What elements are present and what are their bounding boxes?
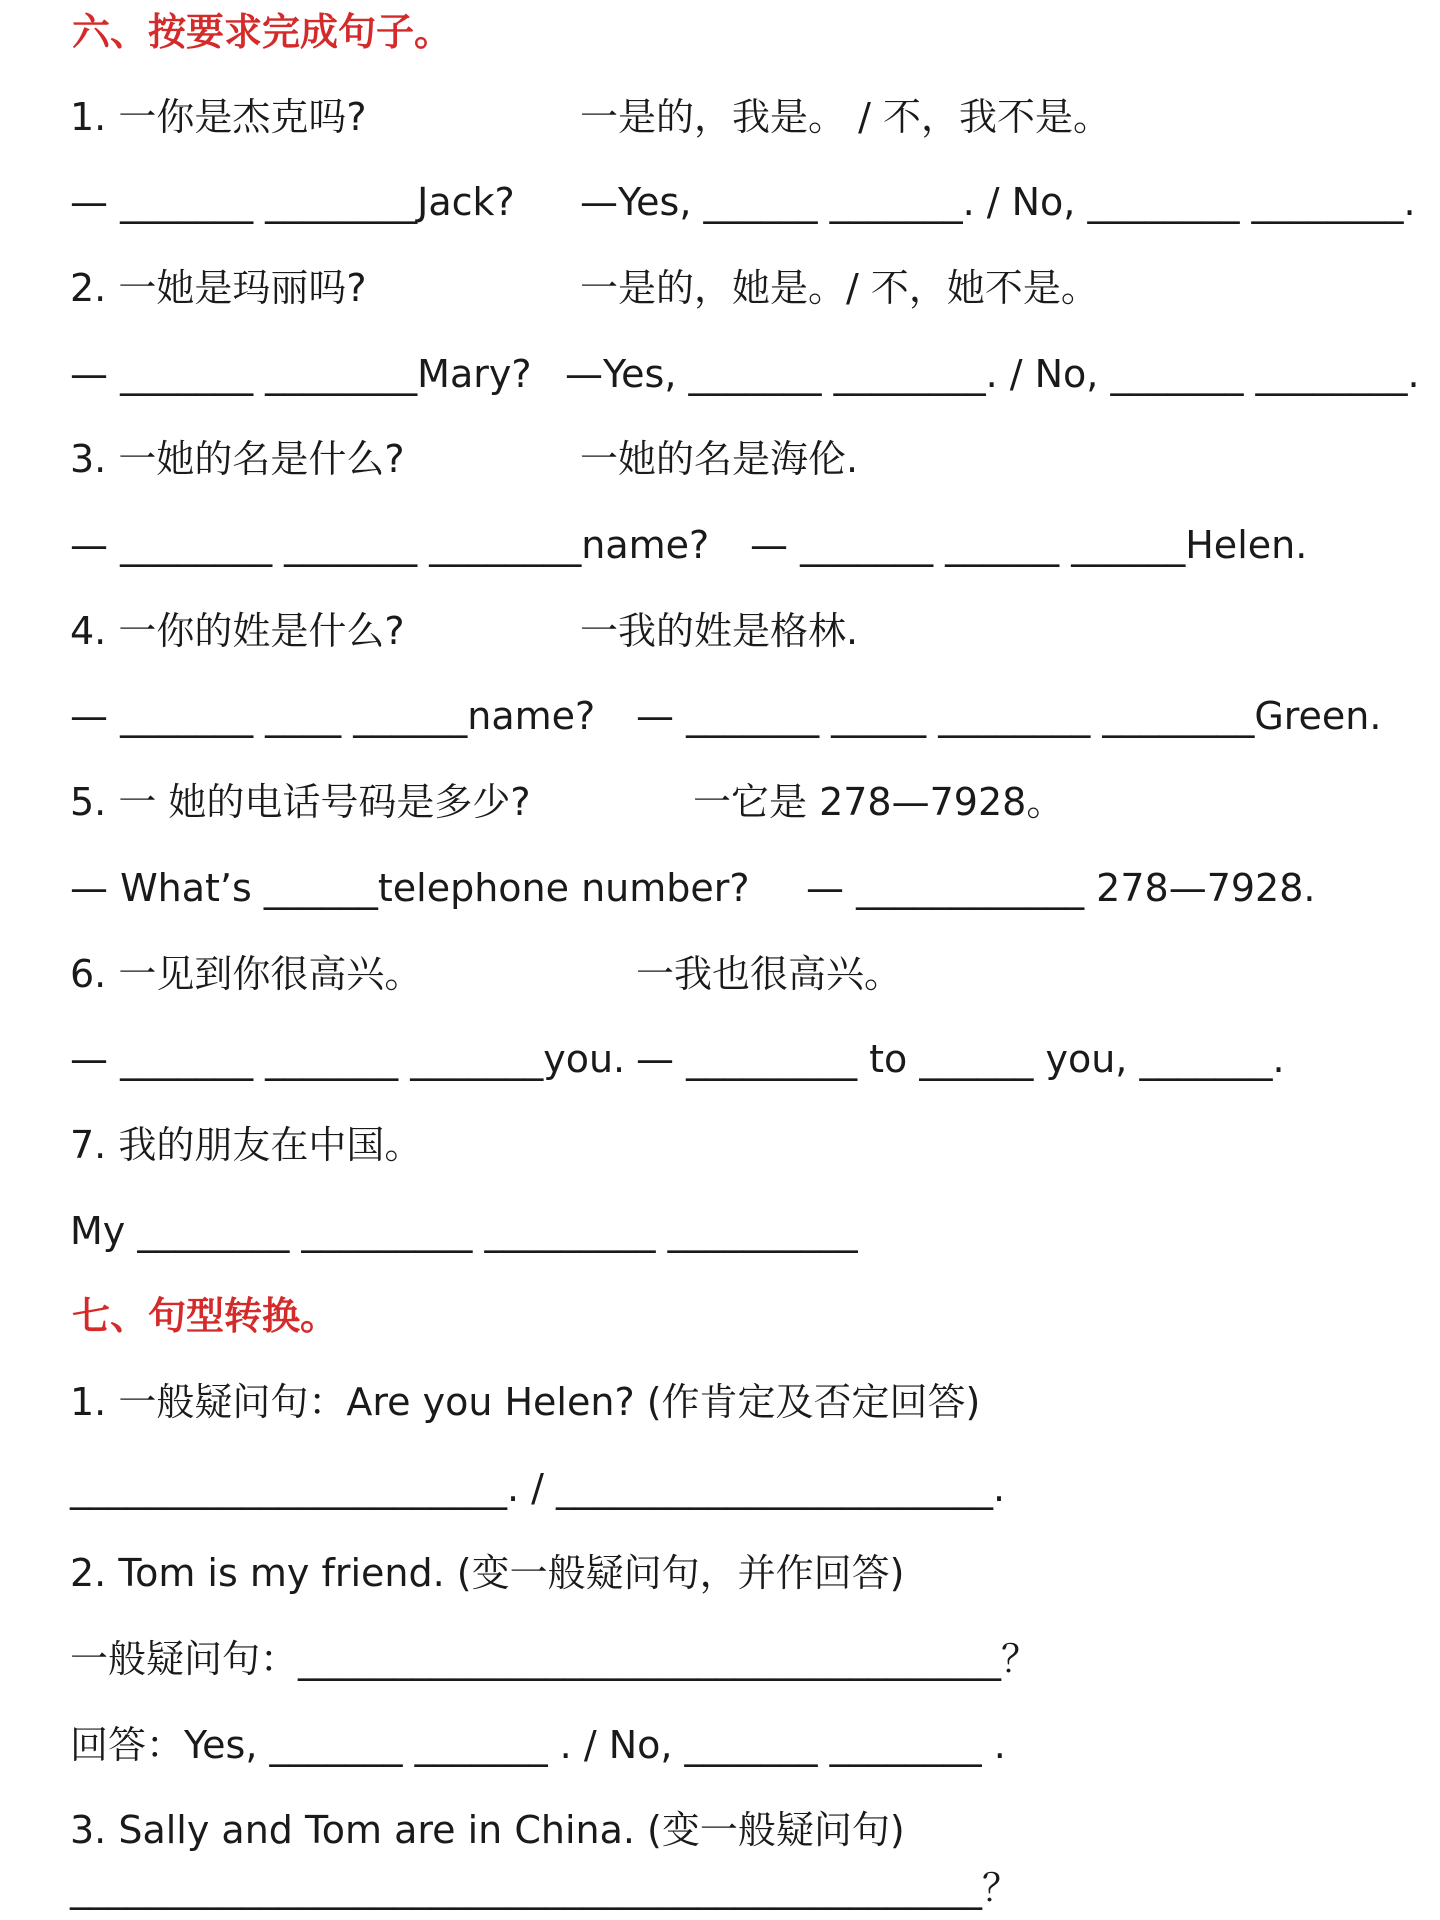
- q7-prompt: 7. 我的朋友在中国。: [70, 1123, 423, 1167]
- q4-answer-left: — _______ ____ ______name?: [70, 694, 596, 738]
- q3-answer-row: [0, 515, 1440, 575]
- q6-prompt-right: 一我也很高兴。: [636, 952, 903, 996]
- s7-q3-answer-row: [0, 1858, 1440, 1918]
- s7-q2-reply-row: [0, 1715, 1440, 1775]
- section-7-title-text: 七、句型转换。: [72, 1294, 339, 1338]
- q5-prompt-row: [0, 772, 1440, 832]
- section-6-title-text: 六、按要求完成句子。: [72, 10, 453, 54]
- q7-answer-row: [0, 1201, 1440, 1261]
- q5-answer-row: [0, 858, 1440, 918]
- q5-prompt-left: 5. 一 她的电话号码是多少?: [70, 780, 531, 824]
- s7-q2-answer-question: 一般疑问句：_____________________________________？: [70, 1637, 1040, 1681]
- section-6-title: [0, 2, 1440, 62]
- q5-answer-left: — What’s ______telephone number?: [70, 866, 750, 910]
- q3-prompt-right: 一她的名是海伦.: [580, 437, 859, 481]
- s7-q3-prompt-row: [0, 1800, 1440, 1860]
- q2-answer-row: [0, 344, 1440, 404]
- q1-answer-row: [0, 172, 1440, 232]
- q5-prompt-right: 一它是 278—7928。: [693, 780, 1065, 824]
- s7-q3-answer: ________________________________________________？: [70, 1866, 1021, 1910]
- s7-q1-answer: _______________________. / _______________________.: [70, 1466, 1006, 1510]
- q3-prompt-row: [0, 429, 1440, 489]
- q4-answer-row: [0, 686, 1440, 746]
- q1-prompt-left: 1. 一你是杰克吗?: [70, 95, 367, 139]
- q4-answer-right: — _______ _____ ________ ________Green.: [636, 694, 1382, 738]
- q2-prompt-right: 一是的，她是。/ 不，她不是。: [580, 266, 1099, 310]
- q2-answer-left: — _______ ________Mary?: [70, 352, 532, 396]
- q3-prompt-left: 3. 一她的名是什么?: [70, 437, 405, 481]
- q1-prompt-row: [0, 87, 1440, 147]
- q6-answer-row: [0, 1029, 1440, 1089]
- s7-q1-answer-row: [0, 1458, 1440, 1518]
- q6-prompt-left: 6. 一见到你很高兴。: [70, 952, 423, 996]
- q1-prompt-right: 一是的，我是。 / 不，我不是。: [580, 95, 1111, 139]
- s7-q3-prompt: 3. Sally and Tom are in China. (变一般疑问句): [70, 1808, 905, 1852]
- q3-answer-left: — ________ _______ ________name?: [70, 523, 710, 567]
- s7-q2-prompt-row: [0, 1543, 1440, 1603]
- q5-answer-right: — ____________ 278—7928.: [806, 866, 1316, 910]
- s7-q1-prompt: 1. 一般疑问句：Are you Helen? (作肯定及否定回答): [70, 1380, 981, 1424]
- s7-q1-prompt-row: [0, 1372, 1440, 1432]
- q4-prompt-row: [0, 601, 1440, 661]
- q4-prompt-right: 一我的姓是格林.: [580, 609, 859, 653]
- q1-answer-left: — _______ ________Jack?: [70, 180, 515, 224]
- q7-prompt-row: [0, 1115, 1440, 1175]
- q2-answer-right: —Yes, _______ ________. / No, _______ ________.: [565, 352, 1420, 396]
- s7-q2-answer-reply: 回答：Yes, _______ _______ . / No, _______ ________ .: [70, 1723, 1006, 1767]
- q4-prompt-left: 4. 一你的姓是什么?: [70, 609, 405, 653]
- q2-prompt-left: 2. 一她是玛丽吗?: [70, 266, 367, 310]
- q3-answer-right: — _______ ______ ______Helen.: [750, 523, 1308, 567]
- q6-answer-right: — _________ to ______ you, _______.: [636, 1037, 1285, 1081]
- section-7-title: [0, 1286, 1440, 1346]
- q6-prompt-row: [0, 944, 1440, 1004]
- q1-answer-right: —Yes, ______ _______. / No, ________ ________.: [580, 180, 1416, 224]
- s7-q2-prompt: 2. Tom is my friend. (变一般疑问句，并作回答): [70, 1551, 905, 1595]
- s7-q2-question-row: [0, 1629, 1440, 1689]
- q6-answer-left: — _______ _______ _______you.: [70, 1037, 626, 1081]
- q7-answer: My ________ _________ _________ __________: [70, 1209, 858, 1253]
- q2-prompt-row: [0, 258, 1440, 318]
